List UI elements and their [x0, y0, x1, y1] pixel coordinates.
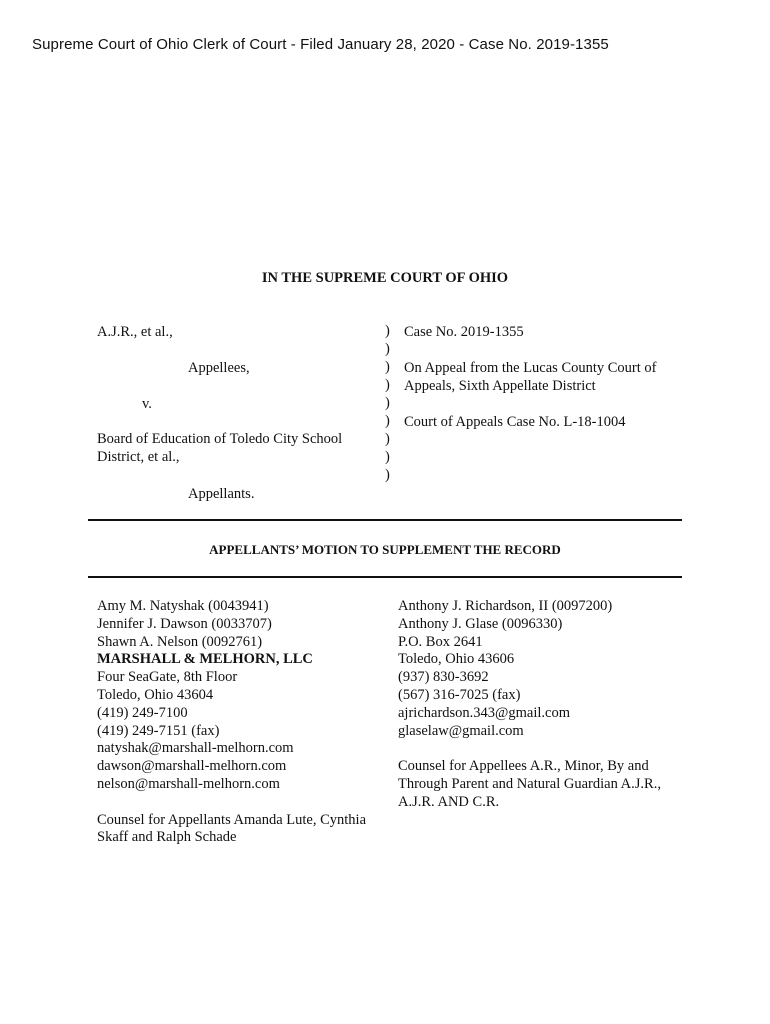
address-line: Four SeaGate, 8th Floor: [97, 669, 238, 686]
attorney-line: Amy M. Natyshak (0043941): [97, 598, 269, 614]
paren: ): [385, 359, 390, 375]
counsel-role-line2: Skaff and Ralph Schade: [97, 829, 237, 846]
document-title: APPELLANTS’ MOTION TO SUPPLEMENT THE RECORD: [209, 542, 561, 557]
email-line: glaselaw@gmail.com: [398, 722, 524, 739]
paren: ): [385, 467, 390, 483]
counsel-role-line1: Counsel for Appellants Amanda Lute, Cynthia: [97, 811, 367, 828]
plaintiff-role: Appellees,: [188, 360, 250, 376]
counsel-role-line1: Counsel for Appellees A.R., Minor, By and: [398, 758, 649, 775]
email-line: nelson@marshall-melhorn.com: [97, 775, 280, 792]
email-line: dawson@marshall-melhorn.com: [97, 758, 287, 775]
court-heading: IN THE SUPREME COURT OF OHIO: [261, 270, 509, 286]
filing-stamp: Supreme Court of Ohio Clerk of Court - Filed January 28, 2020 - Case No. 2019-1355: [32, 36, 609, 53]
appellants-counsel-block: [97, 598, 366, 847]
paren: ): [385, 449, 390, 465]
defendant-name-line1: Board of Education of Toledo City School: [97, 431, 343, 447]
phone-line: (419) 249-7100: [97, 704, 188, 721]
defendant-role: Appellants.: [188, 486, 255, 502]
appeals-case-number: Court of Appeals Case No. L-18-1004: [404, 414, 626, 430]
email-line: ajrichardson.343@gmail.com: [398, 704, 571, 721]
attorney-line: Anthony J. Richardson, II (0097200): [398, 598, 613, 614]
fax-line: (419) 249-7151 (fax): [97, 722, 220, 739]
paren: ): [385, 323, 390, 339]
address-line: P.O. Box 2641: [398, 633, 483, 650]
address-line: Toledo, Ohio 43606: [398, 651, 515, 668]
paren: ): [385, 377, 390, 393]
counsel-role-line2: Through Parent and Natural Guardian A.J.R.,: [398, 775, 661, 792]
defendant-name-line2: District, et al.,: [97, 449, 180, 465]
counsel-role-line3: A.J.R. AND C.R.: [398, 793, 500, 810]
bottom-rule: [88, 576, 682, 578]
appeal-origin-line1: On Appeal from the Lucas County Court of: [404, 360, 657, 376]
attorney-line: Shawn A. Nelson (0092761): [97, 633, 263, 650]
paren: ): [385, 413, 390, 429]
appellees-counsel-block: [398, 598, 661, 812]
appeal-origin-line2: Appeals, Sixth Appellate District: [404, 378, 596, 394]
case-number: Case No. 2019-1355: [404, 324, 524, 340]
attorney-line: Anthony J. Glase (0096330): [398, 615, 563, 632]
paren: ): [385, 395, 390, 411]
paren: ): [385, 341, 390, 357]
law-firm-name: MARSHALL & MELHORN, LLC: [97, 651, 313, 668]
fax-line: (567) 316-7025 (fax): [398, 686, 521, 703]
attorney-line: Jennifer J. Dawson (0033707): [97, 615, 272, 632]
top-rule: [88, 519, 682, 521]
versus: v.: [142, 396, 152, 412]
email-line: natyshak@marshall-melhorn.com: [97, 740, 294, 757]
plaintiff-name: A.J.R., et al.,: [97, 324, 173, 340]
address-line: Toledo, Ohio 43604: [97, 686, 214, 703]
paren: ): [385, 431, 390, 447]
phone-line: (937) 830-3692: [398, 669, 489, 686]
